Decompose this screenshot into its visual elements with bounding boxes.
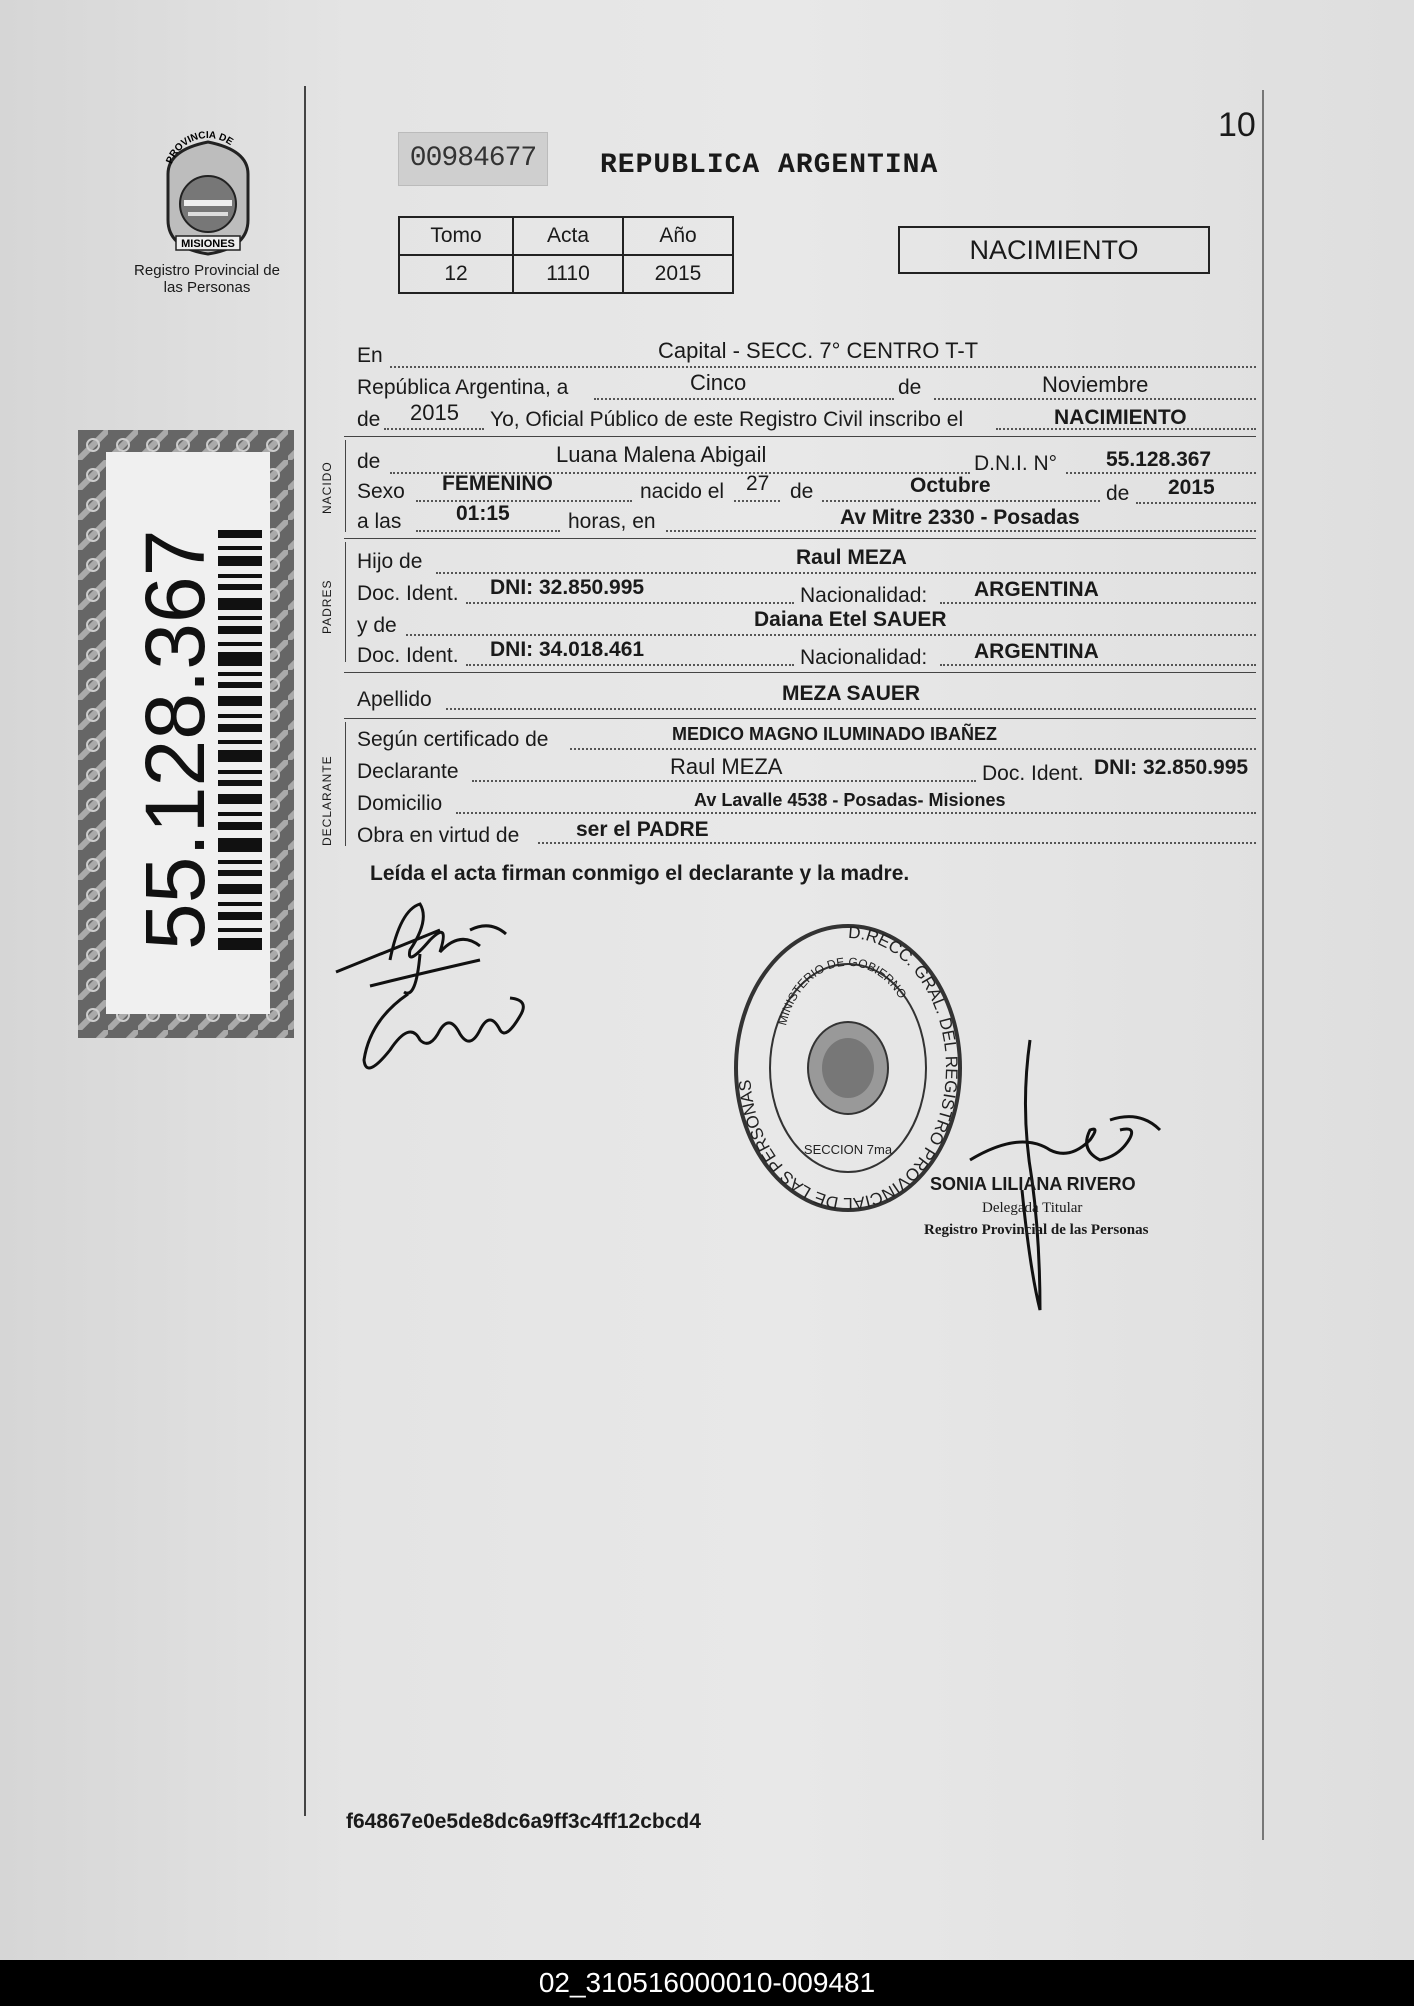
- yde-label: y de: [357, 614, 397, 637]
- birth-hour: 01:15: [456, 502, 510, 525]
- nacido-de-label: de: [357, 450, 381, 473]
- father-name: Raul MEZA: [796, 546, 907, 569]
- birth-day: 27: [746, 472, 770, 495]
- mother-nationality: ARGENTINA: [974, 640, 1099, 663]
- ref-value-acta: 1110: [513, 255, 623, 293]
- dotted-line: [436, 572, 1256, 574]
- de-label-2: de: [790, 480, 814, 503]
- margin-line: [304, 86, 306, 1816]
- nacido-label: nacido el: [640, 480, 725, 503]
- father-nat-label: Nacionalidad:: [800, 584, 928, 607]
- seal-inner-text: MINISTERIO DE GOBIERNO: [775, 954, 910, 1027]
- dotted-line: [538, 842, 1256, 844]
- dotted-line: [666, 530, 1256, 532]
- inscribe-value: NACIMIENTO: [1054, 406, 1187, 429]
- decl-doc-label: Doc. Ident.: [982, 762, 1084, 785]
- svg-text:MINISTERIO DE GOBIERNO: [775, 955, 909, 1027]
- father-nationality: ARGENTINA: [974, 578, 1099, 601]
- right-edge-line: [1262, 90, 1264, 1840]
- child-dni: 55.128.367: [1106, 448, 1212, 471]
- signature-declarant-icon: [330, 890, 540, 1090]
- dotted-line: [416, 500, 632, 502]
- section-label-nacido: NACIDO: [320, 461, 334, 514]
- mother-name: Daiana Etel SAUER: [754, 608, 947, 631]
- dotted-line: [416, 530, 560, 532]
- seal-bottom-text: SECCION 7ma: [803, 1142, 893, 1157]
- birth-year: 2015: [1168, 476, 1215, 499]
- surname-value: MEZA SAUER: [782, 682, 921, 705]
- official-name: SONIA LILIANA RIVERO: [930, 1174, 1136, 1194]
- hora-label: a las: [357, 510, 402, 533]
- ref-header-acta: Acta: [513, 217, 623, 255]
- section-divider: [344, 718, 1256, 719]
- closing-statement: Leída el acta firman conmigo el declarante y la madre.: [370, 862, 910, 885]
- dotted-line: [1136, 502, 1256, 504]
- reference-table: [398, 216, 734, 294]
- footer-file-id: 02_310516000010-009481: [0, 1960, 1414, 2006]
- official-role: Delegada Titular: [982, 1200, 1083, 1216]
- section-divider: [344, 672, 1256, 673]
- de-label-3: de: [1106, 482, 1130, 505]
- obra-label: Obra en virtud de: [357, 824, 520, 847]
- en-label: En: [357, 344, 383, 367]
- dotted-line: [940, 664, 1256, 666]
- obra-value: ser el PADRE: [576, 818, 709, 841]
- cert-label: Según certificado de: [357, 728, 549, 751]
- dotted-line: [734, 500, 780, 502]
- horas-label: horas, en: [568, 510, 656, 533]
- father-doc-label: Doc. Ident.: [357, 582, 459, 605]
- page-number: 10: [1218, 106, 1256, 144]
- apellido-label: Apellido: [357, 688, 432, 711]
- section-label-declarante: DECLARANTE: [320, 755, 334, 846]
- de-label: de: [898, 376, 922, 399]
- ref-header-tomo: Tomo: [399, 217, 513, 255]
- dotted-line: [456, 812, 1256, 814]
- ref-value-tomo: 12: [399, 255, 513, 293]
- en-value: Capital - SECC. 7° CENTRO T-T: [658, 338, 979, 363]
- declarant-name: Raul MEZA: [670, 754, 783, 779]
- side-barcode: [78, 430, 294, 1038]
- document-hash: f64867e0e5de8dc6a9ff3c4ff12cbcd4: [346, 1810, 701, 1833]
- dotted-line: [472, 780, 976, 782]
- logo-arc-text: PROVINCIA DE: [164, 130, 235, 166]
- section-divider: [344, 538, 1256, 539]
- dotted-line: [940, 602, 1256, 604]
- barcode-number: 55.128.367: [128, 529, 222, 950]
- provincial-shield-icon: [148, 130, 268, 260]
- logo-caption: Registro Provincial de las Personas: [134, 262, 280, 296]
- day-value: Cinco: [690, 370, 747, 395]
- official-seal-icon: [726, 916, 970, 1216]
- dotted-line: [446, 708, 1256, 710]
- section-label-padres: PADRES: [320, 579, 334, 634]
- sexo-value: FEMENINO: [442, 472, 553, 495]
- mother-nat-label: Nacionalidad:: [800, 646, 928, 669]
- mother-doc: DNI: 34.018.461: [490, 638, 645, 661]
- child-name: Luana Malena Abigail: [556, 442, 767, 467]
- hijo-label: Hijo de: [357, 550, 423, 573]
- serial-number: 00984677: [398, 132, 548, 186]
- republica-label: República Argentina, a: [357, 376, 569, 399]
- dotted-line: [384, 428, 484, 430]
- dotted-line: [390, 366, 1256, 368]
- ref-value-ano: 2015: [623, 255, 733, 293]
- declarant-doc: DNI: 32.850.995: [1094, 756, 1249, 779]
- dotted-line: [466, 664, 794, 666]
- dotted-line: [406, 634, 1256, 636]
- dotted-line: [466, 602, 794, 604]
- decl-label: Declarante: [357, 760, 459, 783]
- section-bracket: [345, 542, 346, 662]
- dotted-line: [934, 398, 1256, 400]
- section-bracket: [345, 722, 346, 846]
- dotted-line: [570, 748, 1256, 750]
- address-value: Av Lavalle 4538 - Posadas- Misiones: [694, 790, 1006, 810]
- dotted-line: [594, 398, 894, 400]
- country-title: REPUBLICA ARGENTINA: [600, 150, 939, 181]
- certifier-value: MEDICO MAGNO ILUMINADO IBAÑEZ: [672, 724, 997, 744]
- birth-month: Octubre: [910, 474, 991, 497]
- year-value: 2015: [410, 400, 459, 425]
- dni-label: D.N.I. N°: [974, 452, 1058, 475]
- dom-label: Domicilio: [357, 792, 443, 815]
- birth-place: Av Mitre 2330 - Posadas: [840, 506, 1080, 529]
- section-divider: [344, 436, 1256, 437]
- official-org: Registro Provincial de las Personas: [924, 1222, 1149, 1238]
- mother-doc-label: Doc. Ident.: [357, 644, 459, 667]
- section-bracket: [345, 440, 346, 532]
- sexo-label: Sexo: [357, 480, 405, 503]
- seal-outer-text: D.RECC. GRAL. DEL REGISTRO PROVINCIAL DE LAS PERSONAS: [735, 922, 962, 1214]
- month-value: Noviembre: [1042, 372, 1149, 397]
- dotted-line: [1066, 472, 1256, 474]
- dotted-line: [822, 500, 1100, 502]
- ref-header-ano: Año: [623, 217, 733, 255]
- yo-text: Yo, Oficial Público de este Registro Civil inscribo el: [490, 408, 964, 431]
- de2-label: de: [357, 408, 381, 431]
- father-doc: DNI: 32.850.995: [490, 576, 645, 599]
- act-type-box: NACIMIENTO: [898, 226, 1210, 274]
- logo-band-text: MISIONES: [181, 238, 235, 250]
